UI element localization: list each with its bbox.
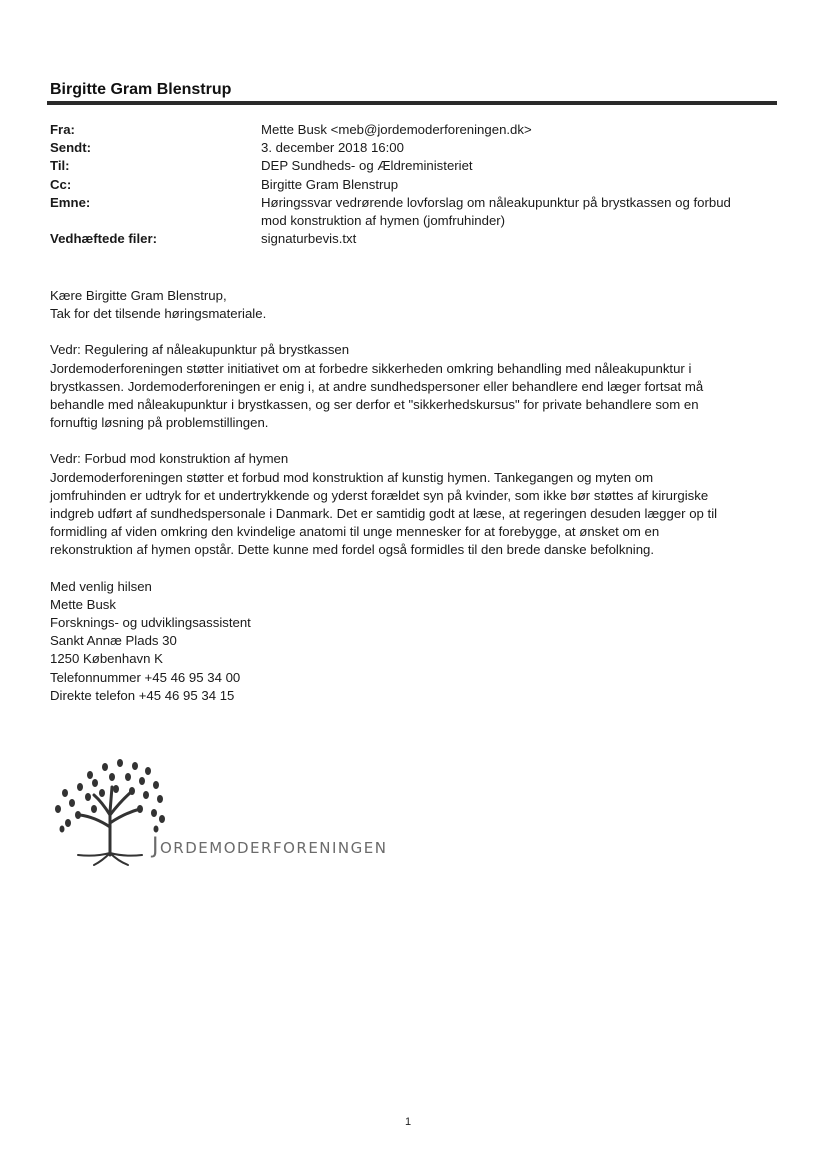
header-label: Fra: <box>50 122 75 137</box>
text-line: Jordemoderforeningen støtter initiativet om at forbedre sikkerheden omkring behandling med nåleakupunktur i <box>50 360 692 376</box>
header-label: Emne: <box>50 194 91 210</box>
text-line: indgreb udført af sundhedspersonale i Danmark. Det er samtidig godt at læse, at regeringen desuden lægger op til <box>50 506 718 522</box>
text-line: formidling af viden omkring den kvindelige anatomi til unge mennesker for at forebygge, at ønsket om en <box>50 524 660 540</box>
logo-wordmark <box>152 834 387 859</box>
header-label: Sendt: <box>50 140 92 156</box>
greeting <box>50 287 770 323</box>
text-line: brystkassen. Jordemoderforeningen er enig i, at andre sundhedspersoner eller behandlere end læger fortsat må <box>50 378 704 394</box>
header-divider <box>47 101 777 105</box>
attachment-link[interactable]: signaturbevis.txt <box>261 231 357 247</box>
sign-off: Med venlig hilsen <box>50 578 152 594</box>
header-label: Vedhæftede filer: <box>50 231 157 247</box>
signer-name: Mette Busk <box>50 596 116 612</box>
header-value: DEP Sundheds- og Ældreministeriet <box>261 158 473 174</box>
text-line: rekonstruktion af hymen opstår. Dette kunne med fordel også formidles til den brede danske befolkning. <box>50 542 655 558</box>
header-value: Birgitte Gram Blenstrup <box>261 176 399 192</box>
email-body <box>50 287 770 723</box>
sender-name: Birgitte Gram Blenstrup <box>50 81 232 98</box>
section-heading: Vedr: Forbud mod konstruktion af hymen <box>50 451 289 467</box>
address-line: 1250 København K <box>50 651 163 667</box>
subject-line-1: Høringssvar vedrørende lovforslag om nåleakupunktur på brystkassen og forbud <box>261 194 731 210</box>
signature <box>50 578 770 705</box>
logo-initial: J <box>152 834 160 859</box>
section-acupuncture <box>50 341 770 432</box>
header-label: Cc: <box>50 176 72 192</box>
phone-line: Direkte telefon +45 46 95 34 15 <box>50 687 235 703</box>
header-value: Mette Busk <meb@jordemoderforeningen.dk> <box>261 122 532 137</box>
text-line: Kære Birgitte Gram Blenstrup, <box>50 288 227 303</box>
header-row-subject <box>50 194 770 230</box>
header-label: Til: <box>50 158 70 174</box>
section-heading: Vedr: Regulering af nåleakupunktur på brystkassen <box>50 342 350 358</box>
text-line: fornuftig løsning på problemstillingen. <box>50 415 269 431</box>
header-row-cc <box>50 176 770 194</box>
header-value <box>261 194 771 230</box>
header-value: 3. december 2018 16:00 <box>261 140 404 156</box>
phone-line: Telefonnummer +45 46 95 34 00 <box>50 669 241 685</box>
header-row-sent <box>50 139 770 157</box>
section-hymen <box>50 450 770 559</box>
address-line: Sankt Annæ Plads 30 <box>50 633 177 649</box>
text-line: jomfruhinden er udtryk for et undertrykkende og yderst forældet syn på kvinder, som ikke bør støttes af kirurgiske <box>50 487 709 503</box>
subject-line-2: mod konstruktion af hymen (jomfruhinder) <box>261 213 506 229</box>
signer-title: Forsknings- og udviklingsassistent <box>50 615 251 631</box>
page-number: 1 <box>405 1116 412 1128</box>
text-line: behandle med nåleakupunktur i brystkassen, og ser derfor et "sikkerhedskursus" for private behandlere som en <box>50 397 699 413</box>
text-line: Tak for det tilsende høringsmateriale. <box>50 306 267 322</box>
logo-rest: ORDEMODERFORENINGEN <box>160 839 388 857</box>
header-row-to <box>50 157 770 175</box>
text-line: Jordemoderforeningen støtter et forbud mod konstruktion af kunstig hymen. Tankegangen og myten om <box>50 469 654 485</box>
email-header <box>50 121 770 248</box>
header-row-attachments <box>50 230 770 248</box>
header-row-from <box>50 121 770 139</box>
